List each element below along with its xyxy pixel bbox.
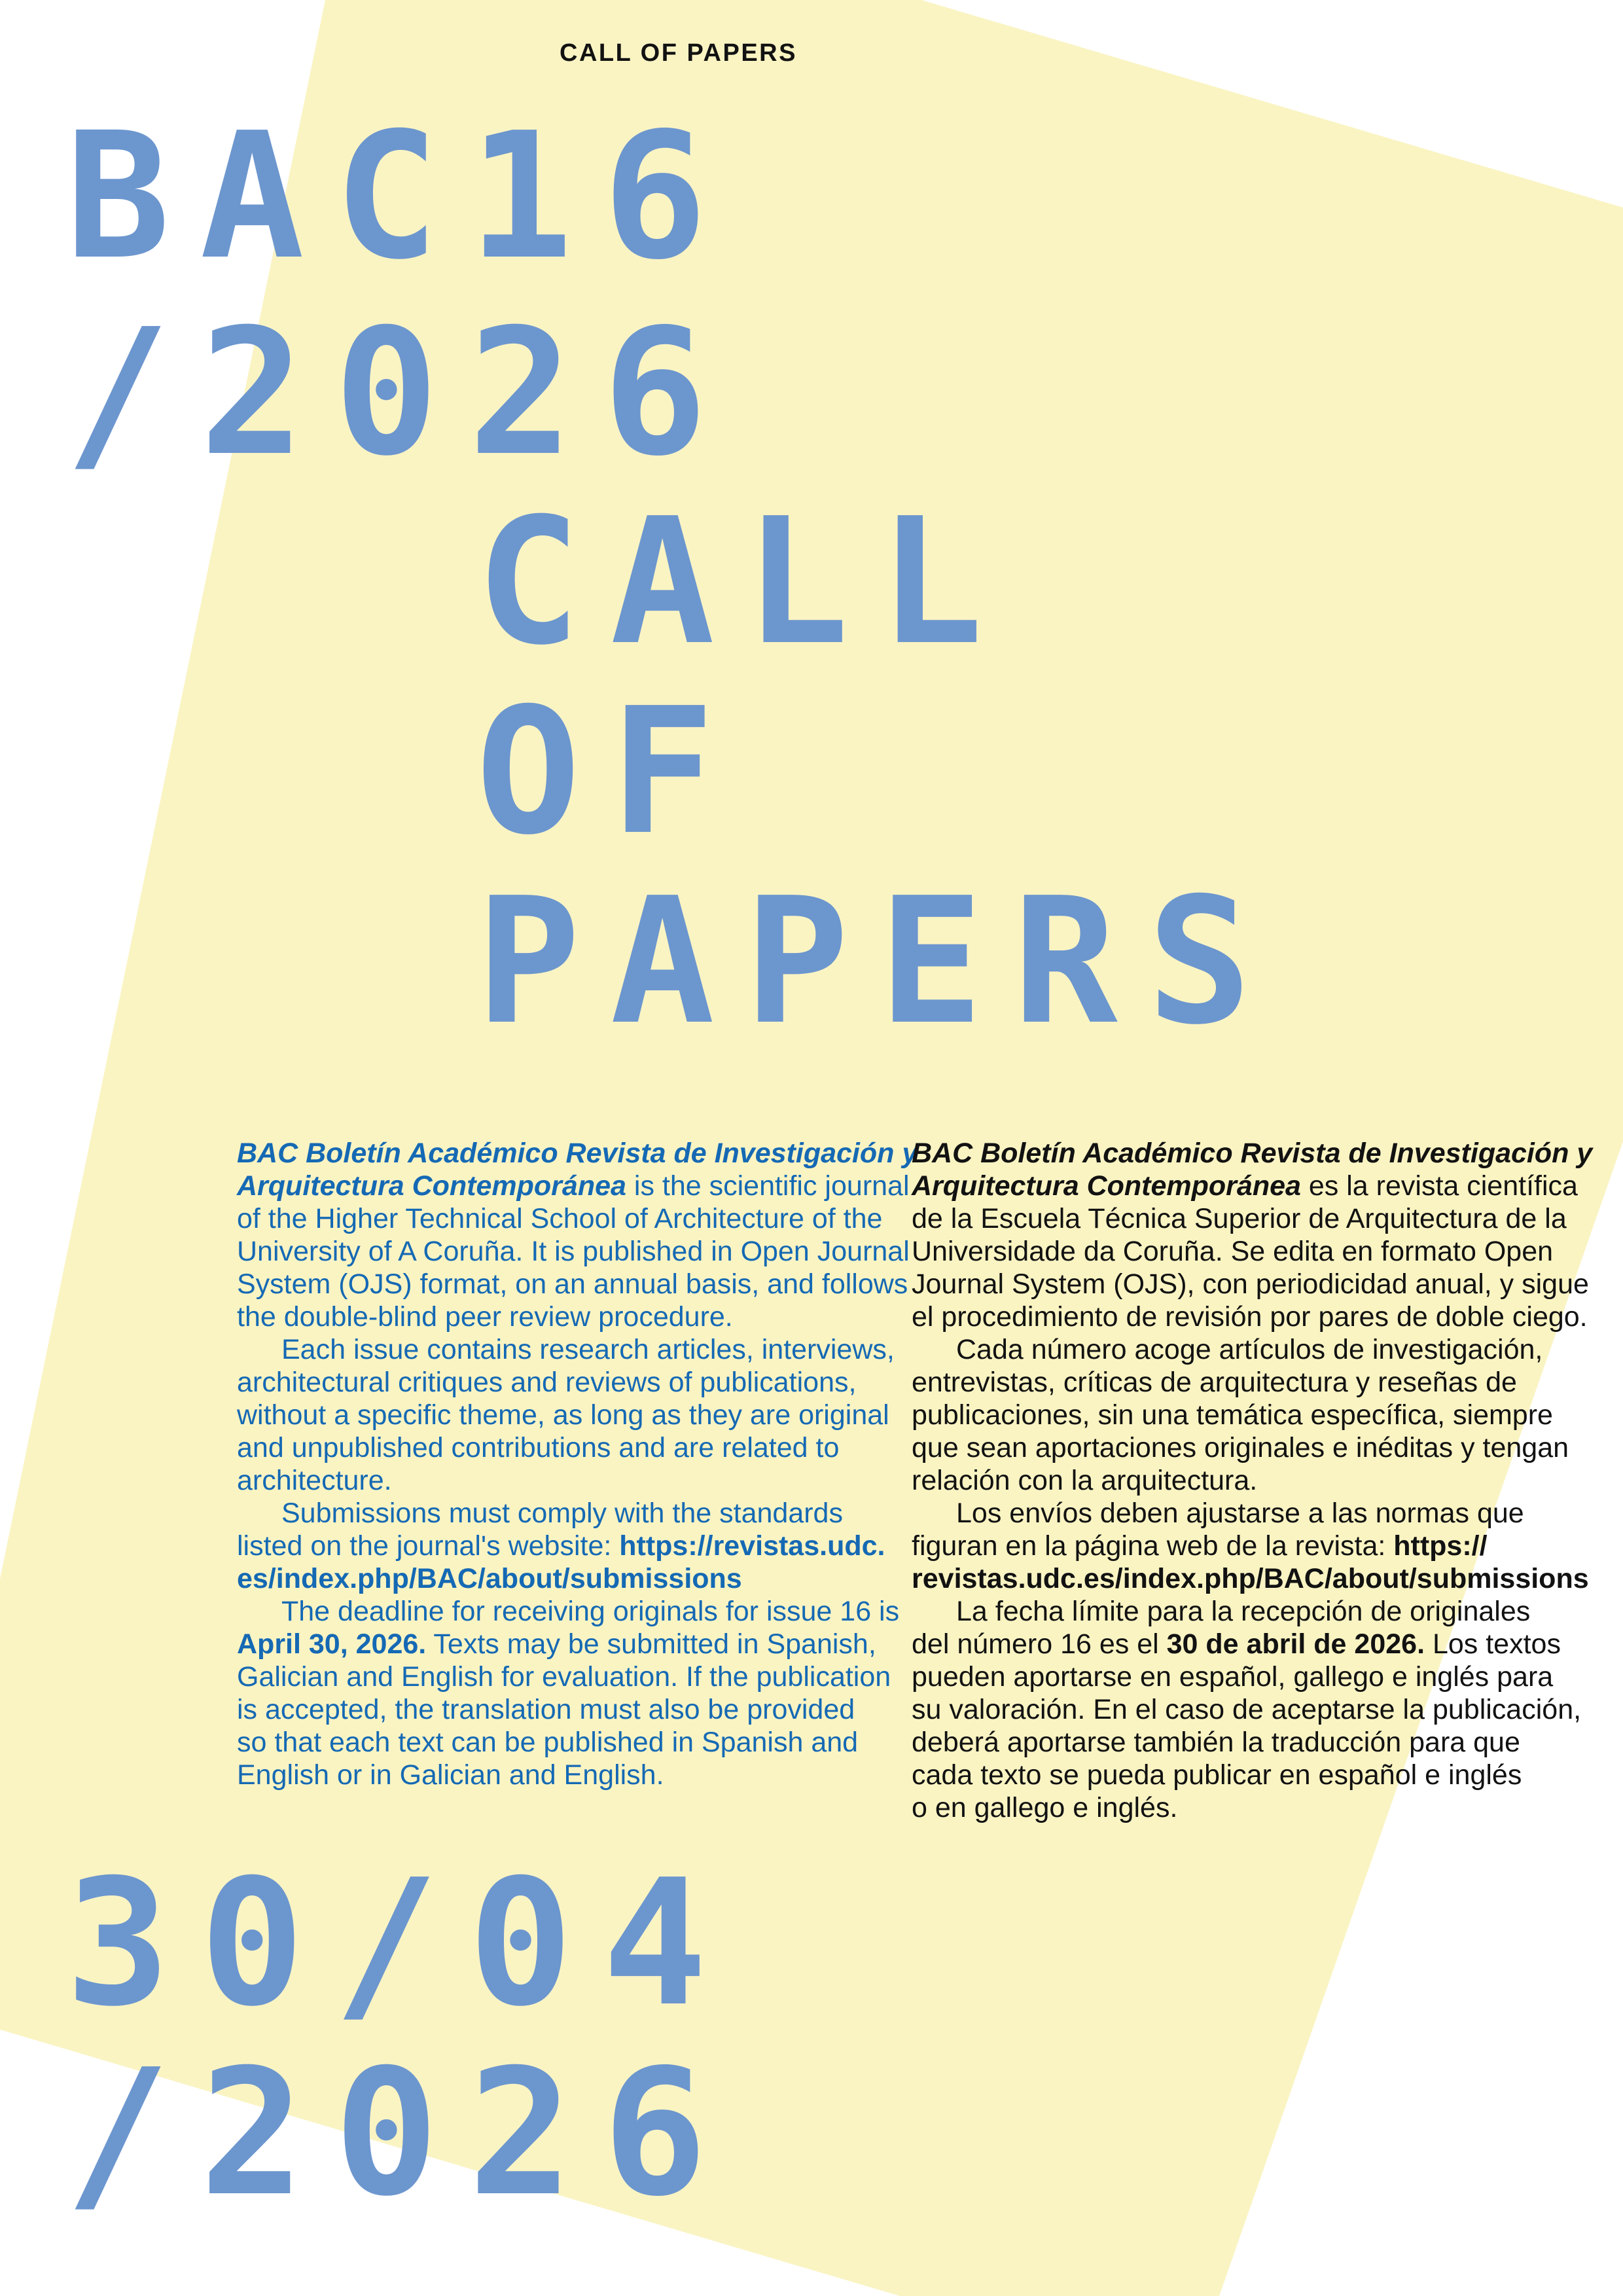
text-segment: Each issue contains research articles, interviews, [281, 1334, 895, 1365]
text-line [912, 1170, 1592, 1202]
text-line [912, 1137, 1592, 1170]
text-segment: deberá aportarse también la traducción para que [912, 1727, 1520, 1758]
display-issue-code: BAC16 [65, 95, 737, 298]
english-text-column [237, 1137, 918, 1791]
text-line [912, 1726, 1592, 1759]
text-segment: figuran en la página web de la revista: [912, 1530, 1394, 1562]
text-segment: de la Escuela Técnica Superior de Arquitectura de la [912, 1203, 1567, 1234]
poster-eyebrow-title: CALL OF PAPERS [560, 39, 797, 67]
text-line [237, 1137, 918, 1170]
text-line [912, 1202, 1592, 1235]
text-line [237, 1366, 918, 1399]
text-line [912, 1268, 1592, 1300]
text-segment: La fecha límite para la recepción de originales [956, 1596, 1531, 1627]
text-segment-emphasis: Arquitectura Contemporánea [912, 1170, 1301, 1202]
display-of-word: OF [476, 670, 745, 873]
text-line [912, 1562, 1592, 1595]
display-deadline-year: /2026 [65, 2032, 737, 2234]
text-segment: relación con la arquitectura. [912, 1465, 1258, 1496]
text-line [237, 1431, 918, 1464]
text-segment: es la revista científica [1300, 1170, 1578, 1202]
text-segment: so that each text can be published in Spanish and [237, 1727, 859, 1758]
text-line [237, 1628, 918, 1660]
text-segment: Los envíos deben ajustarse a las normas que [956, 1498, 1524, 1529]
text-segment: Cada número acoge artículos de investigación, [956, 1334, 1543, 1365]
text-line [912, 1464, 1592, 1497]
text-line [912, 1595, 1592, 1628]
text-segment: su valoración. En el caso de aceptarse la publicación, [912, 1694, 1582, 1725]
text-segment: Texts may be submitted in Spanish, [426, 1628, 876, 1660]
text-segment-emphasis: 30 de abril de 2026. [1166, 1628, 1425, 1660]
text-line [237, 1497, 918, 1530]
text-segment-emphasis: BAC Boletín Académico Revista de Investigación y [237, 1138, 918, 1169]
text-line [912, 1399, 1592, 1431]
text-segment: que sean aportaciones originales e inéditas y tengan [912, 1432, 1569, 1463]
text-segment: del número 16 es el [912, 1628, 1167, 1660]
text-line [912, 1530, 1592, 1562]
text-segment: publicaciones, sin una temática específica, siempre [912, 1399, 1553, 1431]
text-segment-emphasis: Arquitectura Contemporánea [237, 1170, 626, 1202]
text-line [237, 1235, 918, 1268]
text-segment: The deadline for receiving originals for issue 16 is [281, 1596, 900, 1627]
text-line [237, 1170, 918, 1202]
text-line [912, 1660, 1592, 1693]
text-segment: architecture. [237, 1465, 392, 1496]
text-line [237, 1660, 918, 1693]
display-call-word: CALL [476, 480, 1013, 683]
text-line [912, 1693, 1592, 1726]
text-segment-emphasis: BAC Boletín Académico Revista de Investigación y [912, 1138, 1593, 1169]
display-issue-year: /2026 [65, 291, 737, 494]
text-segment: listed on the journal's website: [237, 1530, 620, 1562]
text-segment: architectural critiques and reviews of publications, [237, 1367, 857, 1398]
text-line [912, 1791, 1592, 1824]
text-line [912, 1300, 1592, 1333]
text-segment: without a specific theme, as long as they are original [237, 1399, 889, 1431]
text-line [912, 1366, 1592, 1399]
spanish-text-column [912, 1137, 1592, 1824]
text-line [237, 1333, 918, 1366]
text-line [237, 1399, 918, 1431]
text-line [237, 1562, 918, 1595]
text-segment: the double-blind peer review procedure. [237, 1301, 733, 1333]
text-segment: Los textos [1425, 1628, 1561, 1660]
text-line [237, 1300, 918, 1333]
text-line [912, 1628, 1592, 1660]
text-line [237, 1759, 918, 1791]
text-segment: is the scientific journal [626, 1170, 910, 1202]
text-segment: is accepted, the translation must also be provided [237, 1694, 855, 1725]
text-segment: cada texto se pueda publicar en español e inglés [912, 1759, 1522, 1791]
text-segment: University of A Coruña. It is published in Open Journal [237, 1236, 910, 1267]
text-segment-emphasis: revistas.udc.es/index.php/BAC/about/submissions [912, 1563, 1589, 1594]
text-line [912, 1333, 1592, 1366]
text-line [912, 1235, 1592, 1268]
text-segment: of the Higher Technical School of Architecture of the [237, 1203, 883, 1234]
text-segment-emphasis: https:// [1393, 1530, 1488, 1562]
text-segment-emphasis: https://revistas.udc. [619, 1530, 885, 1562]
text-segment: Journal System (OJS), con periodicidad anual, y sigue [912, 1268, 1589, 1300]
text-segment: English or in Galician and English. [237, 1759, 664, 1791]
text-segment-emphasis: es/index.php/BAC/about/submissions [237, 1563, 742, 1594]
text-segment: entrevistas, críticas de arquitectura y reseñas de [912, 1367, 1517, 1398]
text-line [237, 1693, 918, 1726]
text-segment: and unpublished contributions and are related to [237, 1432, 840, 1463]
text-line [912, 1759, 1592, 1791]
text-segment: Galician and English for evaluation. If the publication [237, 1661, 891, 1693]
display-papers-word: PAPERS [476, 860, 1281, 1063]
text-line [237, 1726, 918, 1759]
text-segment: System (OJS) format, on an annual basis, and follows [237, 1268, 908, 1300]
text-line [237, 1202, 918, 1235]
text-segment: Submissions must comply with the standards [281, 1498, 843, 1529]
text-line [237, 1464, 918, 1497]
text-segment: pueden aportarse en español, gallego e inglés para [912, 1661, 1554, 1693]
display-deadline-day-month: 30/04 [65, 1842, 737, 2045]
text-line [912, 1497, 1592, 1530]
text-segment: o en gallego e inglés. [912, 1792, 1178, 1823]
text-line [237, 1530, 918, 1562]
text-line [912, 1431, 1592, 1464]
text-line [237, 1595, 918, 1628]
text-segment-emphasis: April 30, 2026. [237, 1628, 427, 1660]
text-segment: el procedimiento de revisión por pares de doble ciego. [912, 1301, 1588, 1333]
text-segment: Universidade da Coruña. Se edita en formato Open [912, 1236, 1554, 1267]
text-line [237, 1268, 918, 1300]
